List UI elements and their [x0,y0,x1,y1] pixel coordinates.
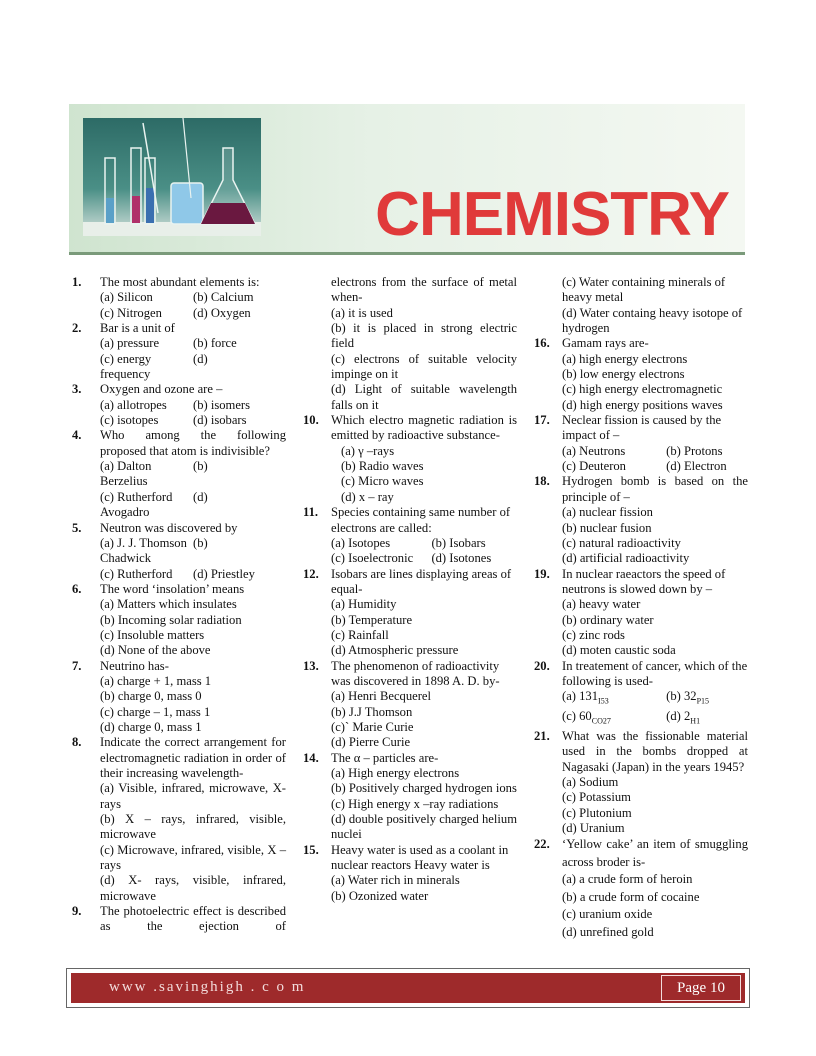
question-text: Who among the following [100,428,286,443]
question-6 [72,582,286,659]
option-d: (d) Light of suitable wavelength falls on it [331,382,517,412]
option-a: (a) Water rich in minerals [331,873,460,888]
option-d: (d) artificial radioactivity [562,551,690,566]
question-text: Species containing same number of electrons are called: [331,505,511,535]
question-text: Heavy water is used as a coolant in nuclear reactors Heavy water is [331,842,509,873]
option-a: (a) γ –rays [341,443,395,458]
option-a: (a) Neutrons [562,443,626,458]
option-b: (b) Protons [666,443,723,458]
option-c: (c) charge – 1, mass 1 [100,704,211,719]
question-10 [303,413,517,505]
option-c: (c) Rainfall [331,627,389,642]
question-number: 11. [303,505,319,520]
option-c: (c)` Marie Curie [331,719,414,734]
option-c: (c) energy [100,351,152,366]
option-b: (b) [193,459,208,474]
question-number: 14. [303,750,319,765]
question-number: 1. [72,275,82,289]
option-b-continued: Chadwick [100,551,152,566]
option-b: (b) it is placed in strong electric field [331,321,517,351]
option-d-continued: Avogadro [100,505,150,520]
option-a: (a) J. J. Thomson [100,535,187,550]
option-b: (b) charge 0, mass 0 [100,689,202,704]
question-text: In treatement of cancer, which of the following is used- [562,658,748,688]
header-banner [69,104,745,255]
option-d: (d) isobars [193,413,247,428]
question-text: Isobars are lines displaying areas of equal- [331,566,512,596]
option-b: (b) J.J Thomson [331,704,413,719]
option-a: (a) High energy electrons [331,766,460,780]
option-b: (b) Ozonized water [331,888,429,903]
question-15-continued [534,275,748,336]
question-text: The phenomenon of radioactivity was discovered in 1898 A. D. by- [331,658,500,688]
option-a: (a) Sodium [562,775,619,790]
option-b: (c) Potassium [562,790,631,805]
option-d: (d) Electron [666,459,727,474]
question-text: The photoelectric effect is described as the ejection of [100,904,286,934]
question-text: Which electro magnetic radiation is emitted by radioactive substance- [331,413,517,443]
option-a: (a) pressure [100,336,160,351]
option-c: (c) Plutonium [562,805,632,820]
option-d: (d) high energy positions waves [562,397,723,412]
question-column-3 [534,275,748,941]
option-a: (a) Henri Becquerel [331,689,431,704]
question-text: In nuclear raeactors the speed of neutrons is slowed down by – [562,566,726,596]
option-d: (d) moten caustic soda [562,643,676,658]
option-b: (b) [193,535,208,550]
question-number: 19. [534,566,550,581]
page-footer [66,968,750,1008]
question-number: 12. [303,566,319,581]
question-number: 10. [303,413,319,428]
option-a: (a) Humidity [331,597,397,612]
option-d: (d) charge 0, mass 1 [100,719,202,734]
option-a: (a) Isotopes [331,535,391,550]
option-d: (d) X- rays, visible, infrared, microwave [100,873,286,903]
option-c: (c) Nitrogen [100,305,162,320]
option-d: (d) Oxygen [193,305,251,320]
option-b: (b) $32_{P15}$ [666,689,710,706]
question-9-continued [303,275,517,413]
option-c: (c) zinc rods [562,627,625,642]
question-22 [534,836,748,941]
question-number: 7. [72,658,82,673]
option-d: (d) [193,351,208,366]
option-c: (c) Micro waves [341,474,424,489]
question-text: Indicate the correct arrangement for electromagnetic radiation in order of their increasing wavelength- [100,735,286,780]
question-number: 2. [72,321,82,336]
question-8 [72,735,286,904]
option-b: (b) isomers [193,397,251,412]
question-text: Neclear fission is caused by the impact of – [562,413,722,443]
question-text-continued: proposed that atom is indivisible? [100,443,270,458]
question-column-1 [72,275,286,935]
page-number: Page 10 [661,975,741,1001]
option-c: (c) Deuteron [562,459,626,474]
question-number: 6. [72,581,82,596]
option-a: (a) nuclear fission [562,505,653,520]
question-number: 16. [534,336,550,351]
option-c: (c) $60_{CO27}$ [562,709,611,726]
option-d: (d) Isotones [431,551,492,566]
option-b: (b) ordinary water [562,612,654,627]
question-text: The α – particles are- [331,750,439,765]
option-b: (b) Positively charged hydrogen ions [331,781,517,796]
option-c: (c) electrons of suitable velocity impinge on it [331,351,517,382]
option-c: (c) natural radioactivity [562,535,681,550]
question-7 [72,659,286,736]
option-c: (c) uranium oxide [562,907,653,922]
question-11 [303,505,517,566]
option-a: (a) Visible, infrared, microwave, X- rays [100,781,286,811]
option-a: (a) $131_{I53}$ [562,689,609,706]
option-c: (c) High energy x –ray radiations [331,796,499,811]
question-number: 3. [72,382,82,397]
option-b: (b) low energy electrons [562,367,685,382]
question-number: 4. [72,428,82,443]
option-a: (a) allotropes [100,397,167,412]
question-15 [303,843,517,904]
option-d: (d) Water containg heavy isotope of hydrogen [562,305,743,336]
question-text: Gamam rays are- [562,336,649,351]
question-text: The most abundant elements is: [100,275,260,289]
question-text-continued: electrons from the surface of metal when- [331,275,517,305]
question-text: Neutron was discovered by [100,520,238,535]
question-3 [72,382,286,428]
option-d: (d) None of the above [100,643,211,658]
option-b: (b) Incoming solar radiation [100,612,242,627]
option-b-continued: Berzelius [100,474,148,489]
question-column-2 [303,275,517,904]
lab-glassware-image [83,118,261,236]
option-b: (b) Temperature [331,612,413,627]
question-text: Neutrino has- [100,658,169,673]
option-c: (c) Microwave, infrared, visible, X – rays [100,842,286,873]
question-number: 17. [534,413,550,428]
question-number: 8. [72,735,82,750]
question-17 [534,413,748,474]
option-d: (d) Pierre Curie [331,735,411,750]
question-text: ‘Yellow cake’ an item of smuggling across broder is- [562,837,748,869]
question-text: Hydrogen bomb is based on the principle of – [562,474,748,504]
question-16 [534,336,748,413]
option-b: (b) X – rays, infrared, visible, microwave [100,812,286,842]
option-c: (c) Water containing minerals of heavy metal [562,275,726,305]
option-b: (b) nuclear fusion [562,520,652,535]
option-c: (c) Rutherford [100,566,173,581]
option-c: (c) Insoluble matters [100,627,205,642]
question-18 [534,474,748,566]
question-1 [72,275,286,321]
question-number: 15. [303,842,319,857]
option-a: (a) charge + 1, mass 1 [100,673,212,688]
option-b: (b) force [193,336,237,351]
option-d: (d) x – ray [341,489,394,504]
option-c: (c) Rutherford [100,489,173,504]
option-c: (c) isotopes [100,413,159,428]
question-2 [72,321,286,382]
question-number: 9. [72,904,82,919]
question-number: 21. [534,729,550,743]
question-9 [72,904,286,935]
option-d-continued: frequency [100,367,151,382]
option-d: (d) double positively charged helium nuclei [331,812,517,842]
question-5 [72,521,286,582]
option-b: (b) Radio waves [341,459,424,474]
footer-bar [71,973,745,1003]
option-a: (a) Silicon [100,290,153,305]
option-a: (a) Matters which insulates [100,597,237,612]
question-4 [72,428,286,520]
question-21 [534,729,748,836]
option-d: (d) Atmospheric pressure [331,643,459,658]
option-d: (d) Priestley [193,566,255,581]
question-number: 22. [534,837,550,852]
question-20 [534,659,748,729]
question-14 [303,751,517,843]
option-b: (b) Isobars [431,535,486,550]
question-text: Oxygen and ozone are – [100,382,223,397]
question-13 [303,659,517,751]
question-12 [303,567,517,659]
question-number: 5. [72,520,82,535]
option-a: (a) it is used [331,305,393,320]
option-d: (d) unrefined gold [562,924,654,939]
question-number: 20. [534,658,550,673]
option-a: (a) high energy electrons [562,351,688,366]
question-text: What was the fissionable material used in the bombs dropped at Nagasaki (Japan) in the years 1945? [562,729,748,774]
option-b: (b) Calcium [193,290,254,305]
option-a: (a) Dalton [100,459,152,474]
question-number: 13. [303,658,319,673]
option-a: (a) heavy water [562,597,641,612]
option-b: (b) a crude form of cocaine [562,889,700,904]
option-c: (c) high energy electromagnetic [562,382,723,397]
option-d: (d) [193,489,208,504]
question-text: The word ‘insolation’ means [100,581,245,596]
question-number: 18. [534,474,550,489]
option-a: (a) a crude form of heroin [562,872,693,887]
website-url: www .savinghigh . c o m [109,979,306,995]
option-d: (d) Uranium [562,821,625,836]
question-text: Bar is a unit of [100,321,175,336]
option-d: (d) $2_{H1}$ [666,709,701,726]
lab-glassware-illustration [83,118,261,236]
page-title: CHEMISTRY [375,180,729,249]
option-c: (c) Isoelectronic [331,551,414,566]
question-19 [534,567,748,659]
